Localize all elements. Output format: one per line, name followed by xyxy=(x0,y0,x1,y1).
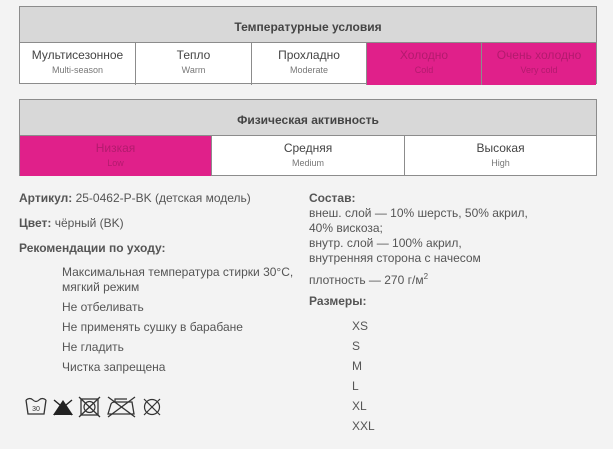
composition-text xyxy=(309,206,528,288)
care-instructions-list xyxy=(62,265,293,380)
temp-option-label: Прохладно xyxy=(278,48,340,62)
care-title xyxy=(19,240,166,256)
activity-option-sub: Medium xyxy=(291,158,324,168)
care-title-text: Рекомендации по уходу: xyxy=(19,241,166,255)
sizes-title: Размеры: xyxy=(309,294,367,308)
composition-density xyxy=(309,269,528,288)
size-item: XXL xyxy=(352,419,375,433)
composition-title: Состав: xyxy=(309,191,356,205)
activity-option-sub: Low xyxy=(107,158,124,168)
color-value: чёрный (BK) xyxy=(54,216,124,230)
temp-option-sub: Very cold xyxy=(520,65,558,75)
temp-option-label: Мультисезонное xyxy=(31,48,124,62)
activity-option-high xyxy=(405,136,596,176)
temp-option-cold xyxy=(367,43,482,85)
no-tumble-dry-icon xyxy=(78,396,102,418)
article-label: Артикул: xyxy=(19,191,73,205)
density-sup: 2 xyxy=(423,272,429,281)
activity-option-label: Низкая xyxy=(95,141,136,155)
care-item-no-iron: Не гладить xyxy=(62,340,124,354)
care-icons xyxy=(24,396,164,418)
care-item-no-bleach: Не отбеливать xyxy=(62,300,144,314)
activity-option-sub: High xyxy=(491,158,510,168)
density-text: плотность — 270 г/м xyxy=(309,273,424,287)
composition-line: внутр. слой — 100% акрил, xyxy=(309,236,462,250)
temp-option-sub: Moderate xyxy=(289,65,329,75)
sizes-title-wrap xyxy=(309,293,366,309)
activity-option-label: Высокая xyxy=(476,141,525,155)
activity-option-medium xyxy=(212,136,405,176)
temp-option-sub: Cold xyxy=(414,65,434,75)
care-item-no-tumble-dry: Не применять сушку в барабане xyxy=(62,320,243,334)
temp-option-very-cold xyxy=(482,43,596,85)
activity-option-label: Средняя xyxy=(283,141,333,155)
activity-option-low xyxy=(20,136,212,176)
activity-title: Физическая активность xyxy=(20,100,596,136)
article-value: 25-0462-P-BK (детская модель) xyxy=(75,191,251,205)
physical-activity-table xyxy=(19,99,597,176)
no-dry-clean-icon xyxy=(140,396,164,418)
temp-option-label: Тепло xyxy=(176,48,211,62)
sizes-list xyxy=(352,318,375,438)
color-label: Цвет: xyxy=(19,216,52,230)
composition-line: внеш. слой — 10% шерсть, 50% акрил, xyxy=(309,206,528,220)
temp-option-moderate xyxy=(252,43,367,85)
article-line xyxy=(19,190,251,206)
temperature-conditions-table xyxy=(19,6,597,84)
care-item-no-dry-clean: Чистка запрещена xyxy=(62,360,166,374)
composition-block xyxy=(309,190,355,206)
temp-option-sub: Multi-season xyxy=(51,65,104,75)
temperature-title: Температурные условия xyxy=(20,7,596,43)
temp-option-sub: Warm xyxy=(181,65,206,75)
color-line xyxy=(19,215,124,231)
composition-line: внутренняя сторона с начесом xyxy=(309,251,481,265)
size-item: XS xyxy=(352,319,369,333)
temperature-options-row xyxy=(20,43,596,85)
temp-option-label: Очень холодно xyxy=(496,48,582,62)
temp-option-warm xyxy=(136,43,252,85)
temp-option-multiseason xyxy=(20,43,136,85)
wash-30-icon xyxy=(24,396,48,418)
activity-options-row xyxy=(20,136,596,176)
no-iron-icon xyxy=(105,396,137,418)
composition-line: 40% вискоза; xyxy=(309,221,383,235)
care-item-wash: Максимальная температура стирки 30°C, мягкий режим xyxy=(62,265,294,294)
size-item: S xyxy=(352,339,361,353)
size-item: M xyxy=(352,359,362,373)
size-item: XL xyxy=(352,399,367,413)
no-bleach-icon xyxy=(51,396,75,418)
temp-option-label: Холодно xyxy=(399,48,449,62)
wash-temp-text: 30 xyxy=(32,406,40,413)
size-item: L xyxy=(352,379,359,393)
